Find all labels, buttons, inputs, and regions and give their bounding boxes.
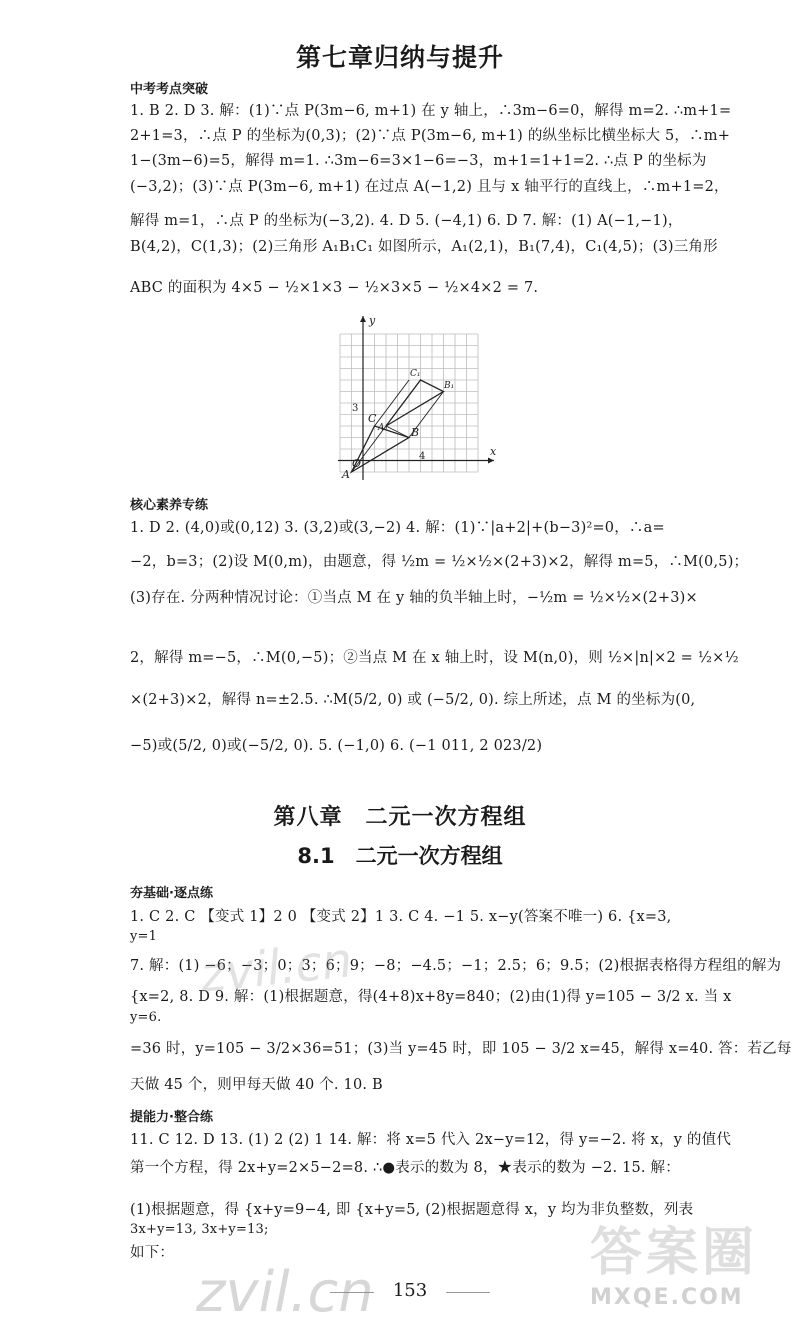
chapter7-title: 第七章归纳与提升 [295,43,504,72]
watermark-mid: zvil.cn [197,932,355,1004]
coordinate-grid-figure [338,312,503,482]
chapter8-title: 第八章 二元一次方程组 [273,805,527,830]
origin-label: O [352,457,362,470]
watermark-logo [590,1210,790,1325]
point-c1-label: C₁ [410,369,421,379]
answer-line: 2，解得 m=−5，∴M(0,−5)；②当点 M 在 x 轴上时，设 M(n,0)，则 ½×|n|×2 = ½×½ [130,650,739,666]
answer-line: ×(2+3)×2，解得 n=±2.5. ∴M(5/2, 0) 或 (−5/2, 0). 综上所述，点 M 的坐标为(0, [130,692,696,708]
logo-bottom-text: MXQE.COM [590,1285,744,1310]
answer-line: 3x+y=13, 3x+y=13; [130,1222,269,1237]
answer-line: B(4,2)，C(1,3)；(2)三角形 A₁B₁C₁ 如图所示，A₁(2,1)，B₁(7,4)，C₁(4,5)；(3)三角形 [130,239,718,255]
point-b1-label: B₁ [444,381,455,391]
basic-practice-heading: 夯基础·逐点练 [130,886,213,901]
answer-line: 第一个方程，得 2x+y=2×5−2=8. ∴●表示的数为 8，★表示的数为 −2. 15. 解： [130,1160,680,1176]
answer-line: 1. C 2. C 【变式 1】2 0 【变式 2】1 3. C 4. −1 5. x−y(答案不唯一) 6. {x=3, [130,909,672,925]
answer-line: 2+1=3，∴点 P 的坐标为(0,3)；(2)∵点 P(3m−6, m+1) 的纵坐标比横坐标大 5，∴m+ [130,128,731,144]
axes [338,316,494,480]
point-c-label: C [368,412,377,425]
answer-line: 7. 解：(1) −6；−3；0；3；6；9；−8；−4.5；−1；2.5；6；9.5；(2)根据表格得方程组的解为 [130,958,782,974]
core-skills-heading: 核心素养专练 [130,498,209,513]
x-axis-label: x [490,445,497,458]
point-a-label: A [342,468,350,481]
watermark-bottom: zvil.cn [196,1260,374,1325]
ability-practice-heading: 提能力·整合练 [130,1110,213,1125]
answer-line: (−3,2)；(3)∵点 P(3m−6, m+1) 在过点 A(−1,2) 且与 x 轴平行的直线上，∴m+1=2， [130,179,729,195]
answer-line: y=1 [130,929,158,944]
answer-line: {x=2, 8. D 9. 解：(1)根据题意，得(4+8)x+8y=840；(2)由(1)得 y=105 − 3/2 x. 当 x [130,989,732,1005]
page-number-rule-right [446,1292,490,1293]
answer-line: ABC 的面积为 4×5 − ½×1×3 − ½×3×5 − ½×4×2 = 7. [130,280,539,296]
answer-line: 如下： [130,1245,175,1261]
point-a1-label: A₁ [378,423,389,433]
y-tick-label: 3 [352,403,359,414]
answer-line: 11. C 12. D 13. (1) 2 (2) 1 14. 解：将 x=5 代入 2x−y=12，得 y=−2. 将 x，y 的值代 [130,1132,732,1148]
x-tick-label: 4 [419,451,426,462]
answer-line: 解得 m=1，∴点 P 的坐标为(−3,2). 4. D 5. (−4,1) 6. D 7. 解：(1) A(−1,−1)， [130,213,683,229]
exam-points-heading: 中考考点突破 [130,82,209,97]
point-b-label: B [411,426,420,439]
answer-line: (1)根据题意，得 {x+y=9−4, 即 {x+y=5, (2)根据题意得 x，y 均为非负整数，列表 [130,1202,694,1218]
section-title: 8.1 二元一次方程组 [297,844,503,868]
answer-line: −2，b=3；(2)设 M(0,m)，由题意，得 ½m = ½×½×(2+3)×2，解得 m=5，∴M(0,5)； [130,554,749,570]
answer-line: 1. D 2. (4,0)或(0,12) 3. (3,2)或(3,−2) 4. 解：(1)∵|a+2|+(b−3)²=0，∴a= [130,520,665,536]
answer-line: 天做 45 个，则甲每天做 40 个. 10. B [130,1077,383,1093]
page-number: 153 [392,1280,428,1301]
answer-line: (3)存在. 分两种情况讨论：①当点 M 在 y 轴的负半轴上时，−½m = ½×½×(2+3)× [130,590,698,606]
answer-line: 1−(3m−6)=5，解得 m=1. ∴3m−6=3×1−6=−3，m+1=1+1=2. ∴点 P 的坐标为 [130,153,707,169]
answer-line: y=6. [130,1010,162,1025]
y-axis-label: y [369,314,376,327]
answer-line: =36 时，y=105 − 3/2×36=51；(3)当 y=45 时，即 105 − 3/2 x=45，解得 x=40. 答：若乙每 [130,1041,792,1057]
answer-line: 1. B 2. D 3. 解：(1)∵点 P(3m−6, m+1) 在 y 轴上，∴3m−6=0，解得 m=2. ∴m+1= [130,103,732,119]
grid-lines [340,334,478,472]
answer-line: −5)或(5/2, 0)或(−5/2, 0). 5. (−1,0) 6. (−1 011, 2 023/2) [130,738,543,754]
logo-top-text: 答案圈 [590,1223,759,1283]
